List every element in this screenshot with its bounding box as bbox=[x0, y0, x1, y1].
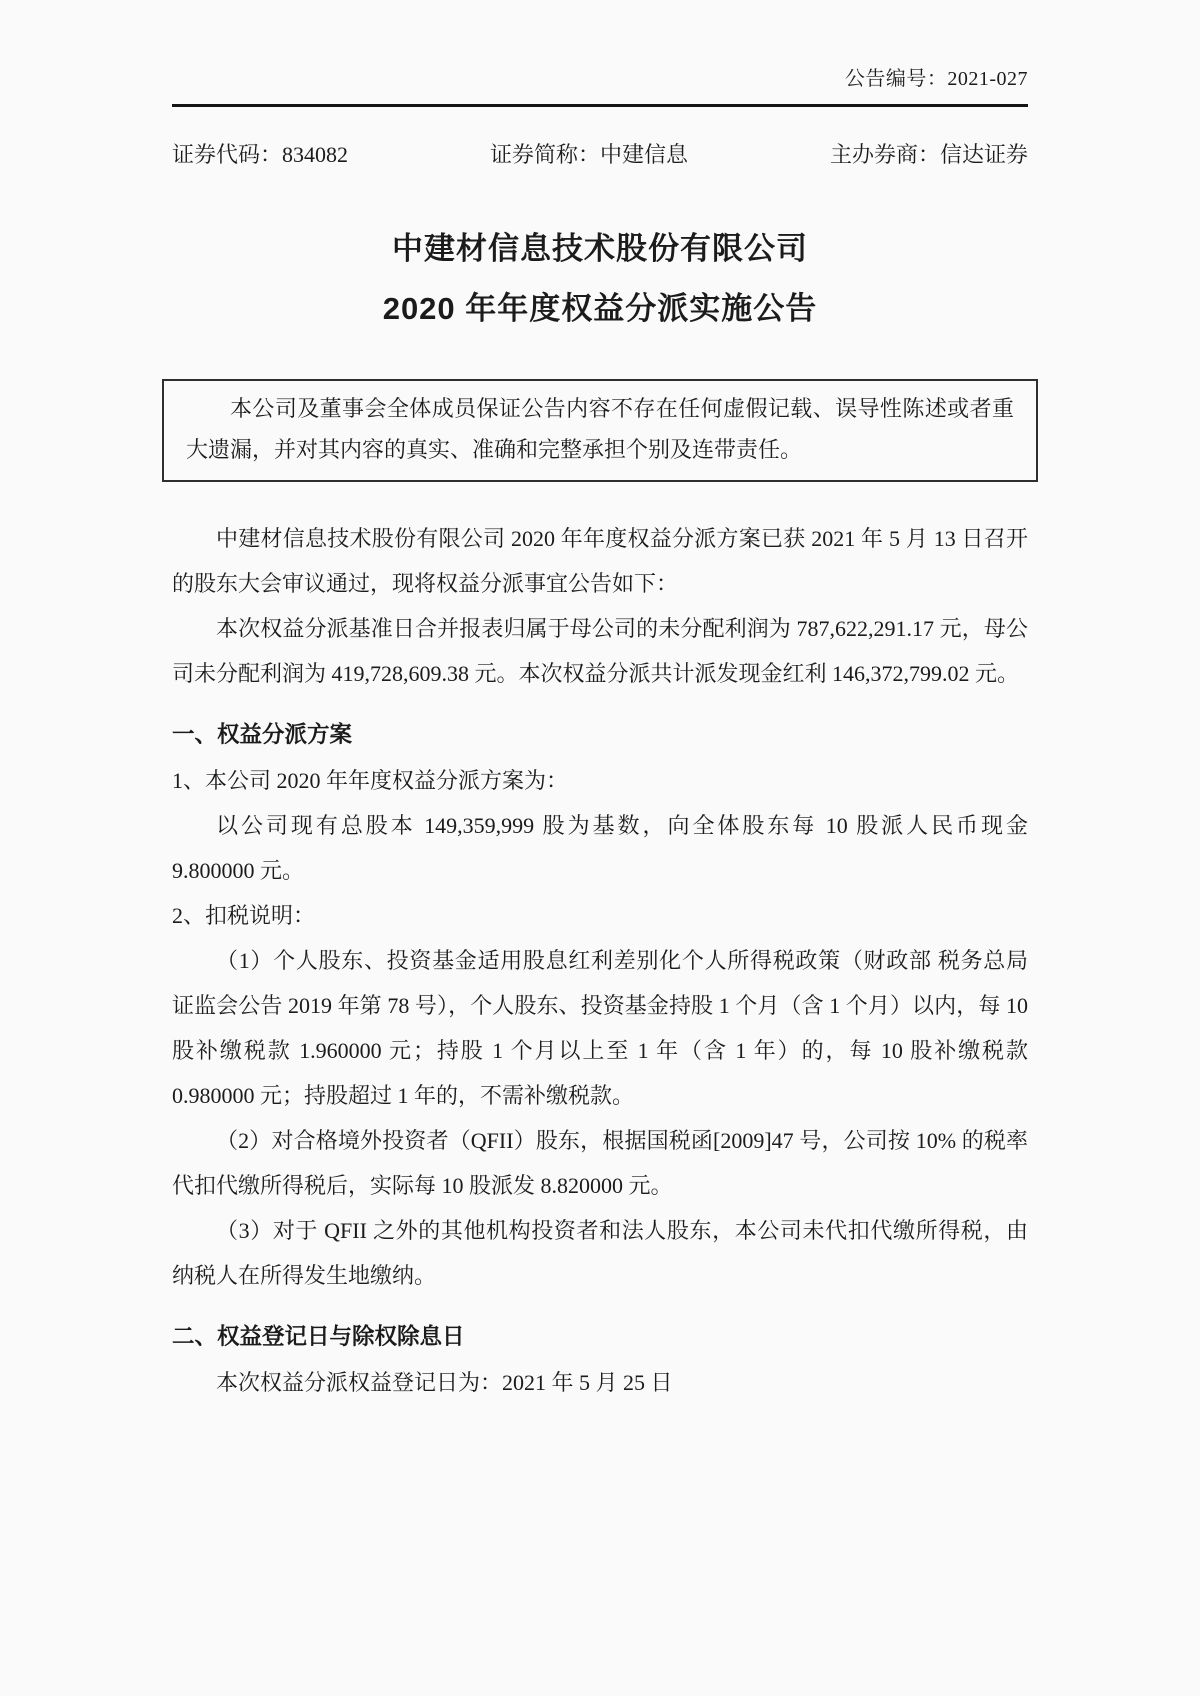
tax-point-3: （3）对于 QFII 之外的其他机构投资者和法人股东，本公司未代扣代缴所得税，由纳税人在所得发生地缴纳。 bbox=[172, 1218, 1028, 1288]
lead-broker: 主办券商：信达证券 bbox=[829, 142, 1028, 167]
stock-short-name: 证券简称：中建信息 bbox=[489, 142, 688, 167]
tax-point-1: （1）个人股东、投资基金适用股息红利差别化个人所得税政策（财政部 税务总局 证监会公告 2019 年第 78 号），个人股东、投资基金持股 1 个月（含 1 个月）以内，每 10 股补缴税款 1.960000 元；持股 1 个月以上至 1 年（含 1 年）的，每 10 股补缴税款 0.980000 元；持股超过 1 年的，不需补缴税款。 bbox=[172, 948, 1028, 1108]
section2-heading: 二、权益登记日与除权除息日 bbox=[172, 1324, 465, 1349]
section1-item2-label: 2、扣税说明： bbox=[172, 903, 316, 928]
announcement-number: 公告编号：2021-027 bbox=[844, 68, 1028, 90]
disclaimer-box: 本公司及董事会全体成员保证公告内容不存在任何虚假记载、误导性陈述或者重大遗漏，并对其内容的真实、准确和完整承担个别及连带责任。 bbox=[162, 379, 1038, 482]
document-body bbox=[172, 516, 1028, 1405]
document-title-company: 中建材信息技术股份有限公司 bbox=[392, 231, 808, 266]
header-rule bbox=[172, 104, 1028, 107]
section2-record-date: 本次权益分派权益登记日为：2021 年 5 月 25 日 bbox=[216, 1370, 673, 1395]
tax-point-2: （2）对合格境外投资者（QFII）股东，根据国税函[2009]47 号，公司按 10% 的税率代扣代缴所得税后，实际每 10 股派发 8.820000 元。 bbox=[172, 1128, 1028, 1198]
section1-item1-label: 1、本公司 2020 年年度权益分派方案为： bbox=[172, 768, 569, 793]
securities-info-row bbox=[172, 141, 1028, 169]
stock-code: 证券代码：834082 bbox=[172, 142, 349, 167]
intro-paragraph-2: 本次权益分派基准日合并报表归属于母公司的未分配利润为 787,622,291.17 元，母公司未分配利润为 419,728,609.38 元。本次权益分派共计派发现金红利 146,372,799.02 元。 bbox=[172, 616, 1028, 686]
document-title-subject: 2020 年年度权益分派实施公告 bbox=[382, 291, 818, 326]
section1-item1-body: 以公司现有总股本 149,359,999 股为基数，向全体股东每 10 股派人民币现金 9.800000 元。 bbox=[172, 813, 1028, 883]
intro-paragraph-1: 中建材信息技术股份有限公司 2020 年年度权益分派方案已获 2021 年 5 月 13 日召开的股东大会审议通过，现将权益分派事宜公告如下： bbox=[172, 526, 1028, 596]
section1-heading: 一、权益分派方案 bbox=[172, 722, 353, 747]
